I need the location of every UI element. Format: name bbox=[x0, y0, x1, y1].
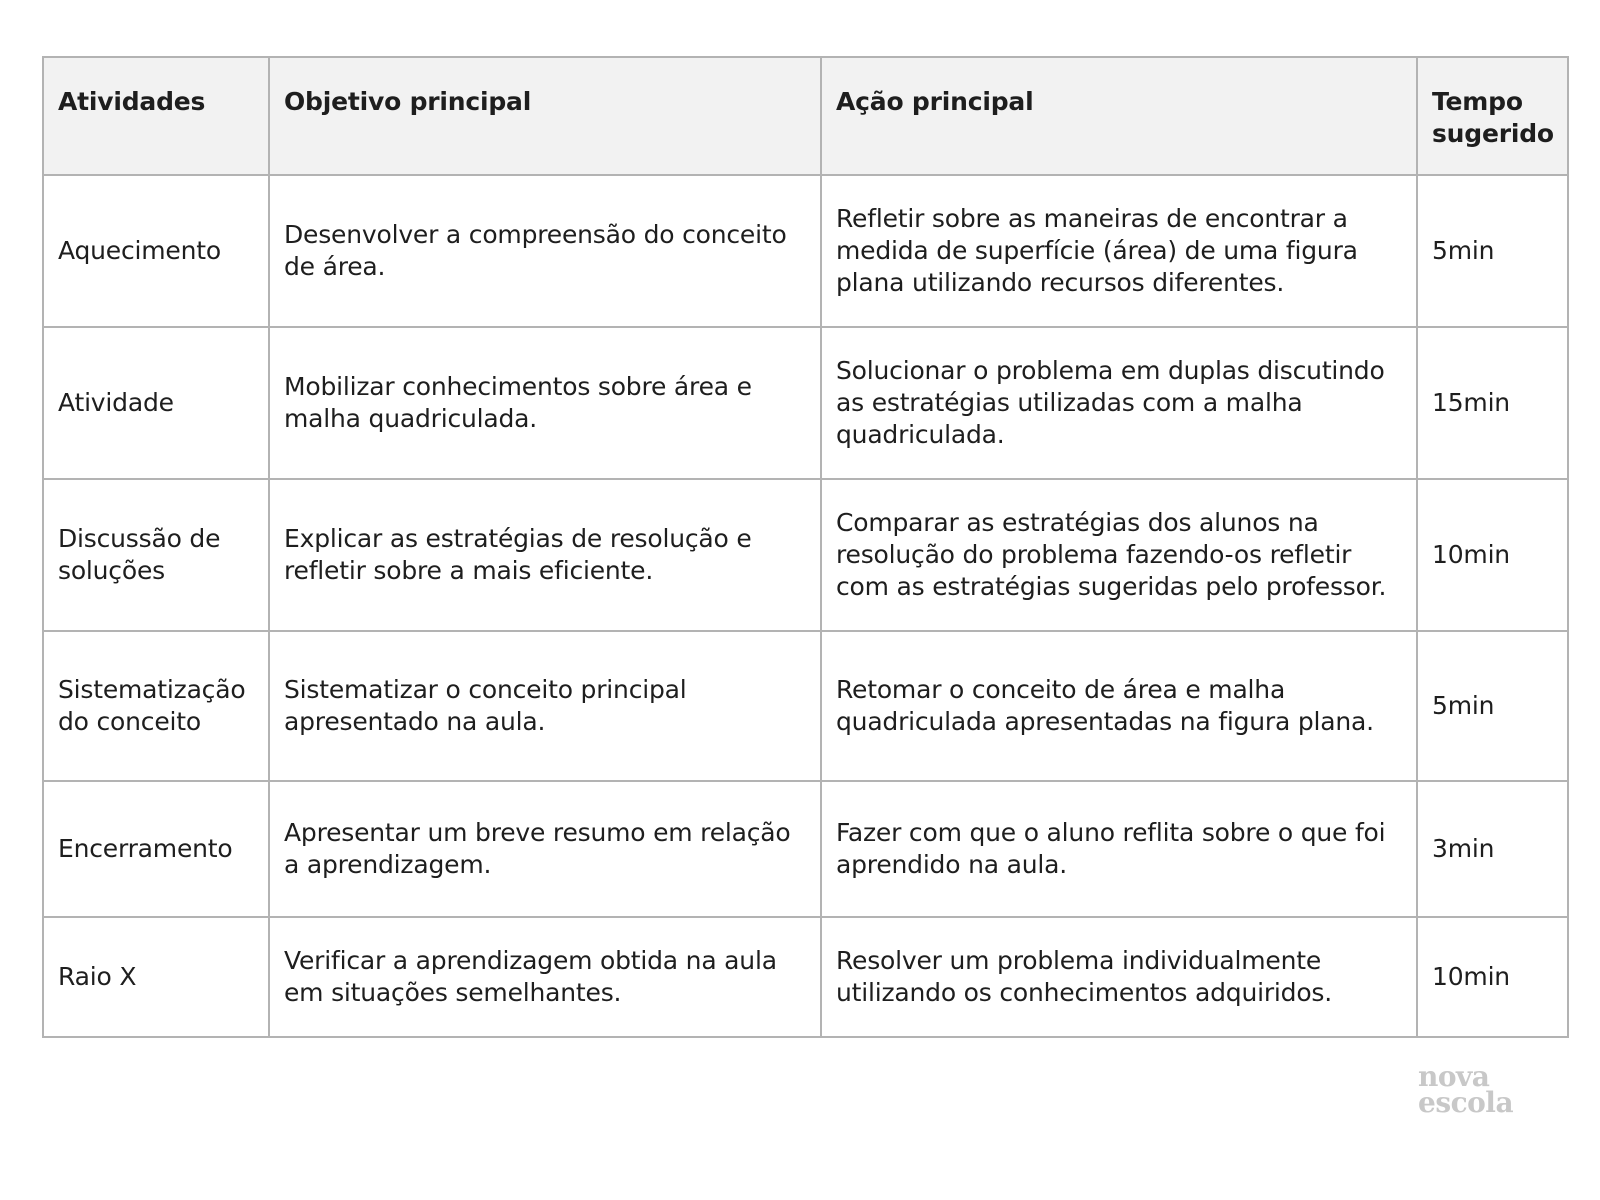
cell-acao: Resolver um problema individualmente utilizando os conhecimentos adquiridos. bbox=[821, 917, 1417, 1037]
cell-tempo: 5min bbox=[1417, 631, 1568, 781]
header-atividades: Atividades bbox=[43, 57, 269, 175]
cell-tempo: 15min bbox=[1417, 327, 1568, 479]
table-row bbox=[43, 917, 1568, 1037]
header-row bbox=[43, 57, 1568, 175]
logo-line-nova: nova bbox=[1418, 1060, 1490, 1093]
cell-tempo: 10min bbox=[1417, 917, 1568, 1037]
cell-acao: Retomar o conceito de área e malha quadriculada apresentadas na figura plana. bbox=[821, 631, 1417, 781]
cell-tempo: 3min bbox=[1417, 781, 1568, 917]
table-row bbox=[43, 479, 1568, 631]
cell-atividade: Aquecimento bbox=[43, 175, 269, 327]
header-acao-principal: Ação principal bbox=[821, 57, 1417, 175]
cell-atividade: Sistematização do conceito bbox=[43, 631, 269, 781]
cell-tempo: 10min bbox=[1417, 479, 1568, 631]
nova-escola-logo bbox=[1418, 1060, 1548, 1119]
table-row bbox=[43, 327, 1568, 479]
cell-acao: Solucionar o problema em duplas discutindo as estratégias utilizadas com a malha quadriculada. bbox=[821, 327, 1417, 479]
cell-objetivo: Sistematizar o conceito principal apresentado na aula. bbox=[269, 631, 821, 781]
table-row bbox=[43, 175, 1568, 327]
cell-atividade: Raio X bbox=[43, 917, 269, 1037]
cell-atividade: Atividade bbox=[43, 327, 269, 479]
table-body bbox=[43, 175, 1568, 1037]
cell-objetivo: Desenvolver a compreensão do conceito de área. bbox=[269, 175, 821, 327]
table-header bbox=[43, 57, 1568, 175]
header-objetivo-principal: Objetivo principal bbox=[269, 57, 821, 175]
cell-tempo: 5min bbox=[1417, 175, 1568, 327]
cell-objetivo: Explicar as estratégias de resolução e refletir sobre a mais eficiente. bbox=[269, 479, 821, 631]
cell-acao: Comparar as estratégias dos alunos na resolução do problema fazendo-os refletir com as estratégias sugeridas pelo professor. bbox=[821, 479, 1417, 631]
cell-atividade: Discussão de soluções bbox=[43, 479, 269, 631]
cell-objetivo: Verificar a aprendizagem obtida na aula em situações semelhantes. bbox=[269, 917, 821, 1037]
logo-line-escola: escola bbox=[1418, 1086, 1514, 1119]
cell-objetivo: Apresentar um breve resumo em relação a aprendizagem. bbox=[269, 781, 821, 917]
cell-atividade: Encerramento bbox=[43, 781, 269, 917]
cell-objetivo: Mobilizar conhecimentos sobre área e malha quadriculada. bbox=[269, 327, 821, 479]
cell-acao: Fazer com que o aluno reflita sobre o que foi aprendido na aula. bbox=[821, 781, 1417, 917]
table-row bbox=[43, 631, 1568, 781]
cell-acao: Refletir sobre as maneiras de encontrar a medida de superfície (área) de uma figura plana utilizando recursos diferentes. bbox=[821, 175, 1417, 327]
lesson-plan-table bbox=[42, 56, 1569, 1038]
table-row bbox=[43, 781, 1568, 917]
header-tempo-sugerido: Tempo sugerido bbox=[1417, 57, 1568, 175]
